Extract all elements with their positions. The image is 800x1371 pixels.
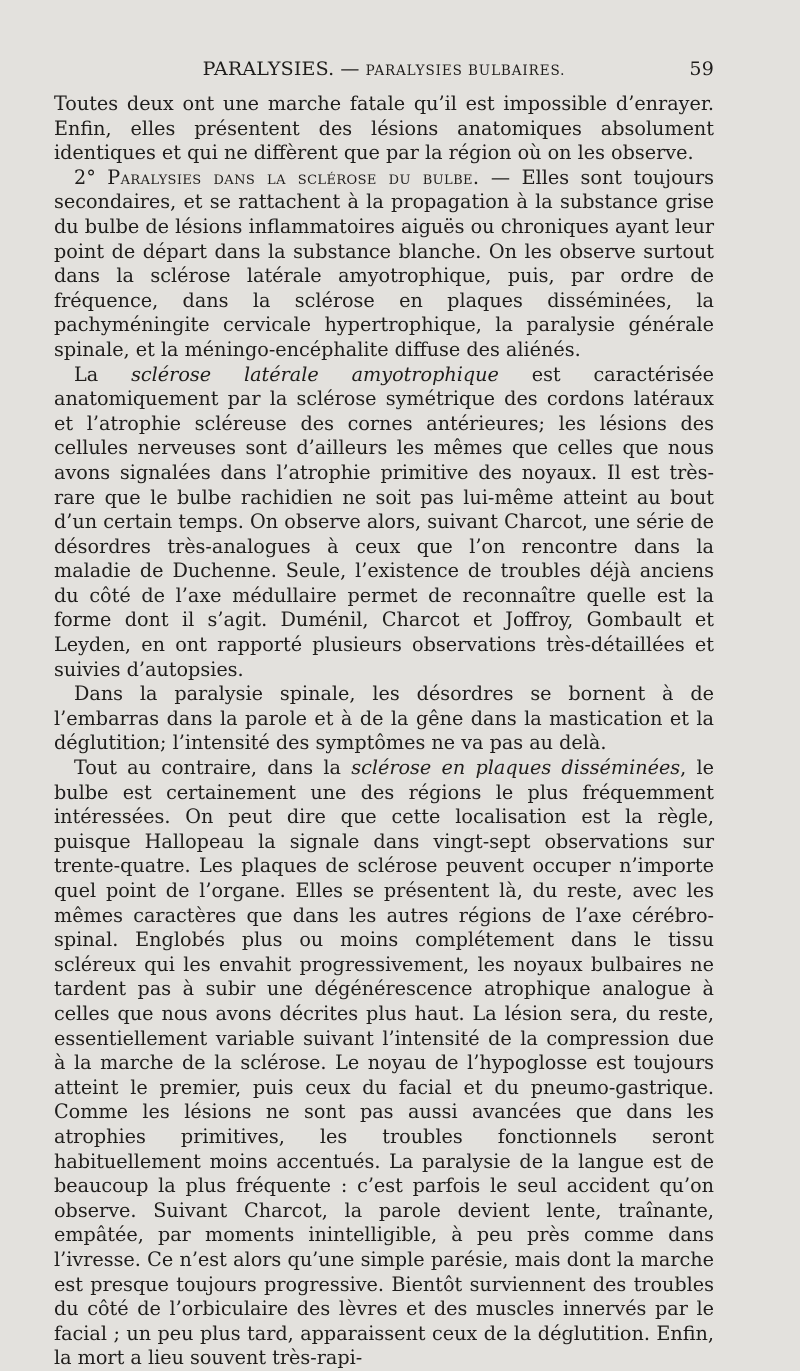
page-number: 59 bbox=[689, 58, 714, 80]
italic-term: sclérose latérale amyotrophique bbox=[131, 362, 499, 386]
paragraph-section-2 bbox=[54, 166, 714, 363]
paragraph-sclerose-en-plaques bbox=[54, 756, 714, 1371]
running-head bbox=[54, 58, 714, 88]
body-text bbox=[54, 92, 714, 1371]
paragraph-text: — Elles sont toujours secondaires, et se rattachent à la propagation à la substance grise du bulbe de lésions inflammatoires aiguës ou chroniques ayant leur point de départ dans la substance blanche. On les observe surtout dans la sclérose latérale amyotrophique, puis, par ordre de fréquence, dans la sclérose en plaques disséminées, la pachyméningite cervicale hypertrophique, la paralysie générale spinale, et la méningo-encéphalite diffuse des aliénés. bbox=[54, 165, 715, 361]
section-number: 2° bbox=[74, 165, 108, 189]
paragraph-text: est caractérisée anatomiquement par la sclérose symétrique des cordons latéraux et l’atrophie scléreuse des cornes antérieures; les lésions des cellules nerveuses sont d’ailleurs les mêmes que celles que nous avons signalées dans l’atrophie primitive des noyaux. Il est très-rare que le bulbe rachidien ne soit pas lui-même atteint au bout d’un certain temps. On observe alors, suivant Charcot, une série de désordres très-analogues à ceux que l’on rencontre dans la maladie de Duchenne. Seule, l’existence de troubles déjà anciens du côté de l’axe médullaire permet de reconnaître quelle est la forme dont il s’agit. Duménil, Charcot et Joffroy, Gombault et Leyden, en ont rapporté plusieurs observations très-détaillées et suivies d’autopsies. bbox=[54, 362, 715, 681]
paragraph-continuation bbox=[54, 92, 714, 166]
paragraph-sclerose-laterale bbox=[54, 363, 714, 683]
running-head-title: PARALYSIES. bbox=[202, 58, 335, 80]
paragraph-lead: La bbox=[74, 362, 132, 386]
italic-term: sclérose en plaques disséminées bbox=[351, 756, 681, 780]
running-head-subtitle: PARALYSIES BULBAIRES. bbox=[365, 63, 566, 79]
paragraph-text: , le bulbe est certainement une des régions le plus fréquemment intéressées. On peut dire que cette localisation est la règle, puisque Hallopeau la signale dans vingt-sept observations sur trente-quatre. Les plaques de sclérose peuvent occuper n’importe quel point de l’organe. Elles se présentent là, du reste, avec les mêmes caractères que dans les autres régions de l’axe cérébro-spinal. Englobés plus ou moins complétement dans le tissu scléreux qui les envahit progressivement, les noyaux bulbaires ne tardent pas à subir une dégénérescence atrophique analogue à celles que nous avons décrites plus haut. La lésion sera, du reste, essentiellement variable suivant l’intensité de la compression due à la marche de la sclérose. Le noyau de l’hypoglosse est toujours atteint le premier, puis ceux du facial et du pneumo-gastrique. Comme les lésions ne sont pas aussi avancées que dans les atrophies primitives, les troubles fonctionnels seront habituellement moins accentués. La paralysie de la langue est de beaucoup la plus fréquente : c’est parfois le seul accident qu’on observe. Suivant Charcot, la parole devient lente, traînante, empâtée, par moments inintelligible, à peu près comme dans l’ivresse. Ce n’est alors qu’une simple parésie, mais dont la marche est presque toujours progressive. Bientôt surviennent des troubles du côté de l’orbiculaire des lèvres et des muscles innervés par le facial ; un peu plus tard, apparaissent ceux de la déglutition. Enfin, la mort a lieu souvent très-rapi- bbox=[54, 756, 715, 1370]
running-head-separator: — bbox=[340, 58, 360, 80]
section-heading: Paralysies dans la sclérose du bulbe. bbox=[107, 165, 480, 189]
paragraph-text: Toutes deux ont une marche fatale qu’il est impossible d’enrayer. Enfin, elles présentent des lésions anatomiques absolument identiques et qui ne diffèrent que par la région où on les observe. bbox=[54, 92, 714, 165]
paragraph-lead: Tout au contraire, dans la bbox=[74, 756, 352, 780]
paragraph-paralysie-spinale bbox=[54, 682, 714, 756]
paragraph-text: Dans la paralysie spinale, les désordres se bornent à de l’embarras dans la parole et à de la gêne dans la mastication et la déglutition; l’intensité des symptômes ne va pas au delà. bbox=[54, 682, 714, 755]
